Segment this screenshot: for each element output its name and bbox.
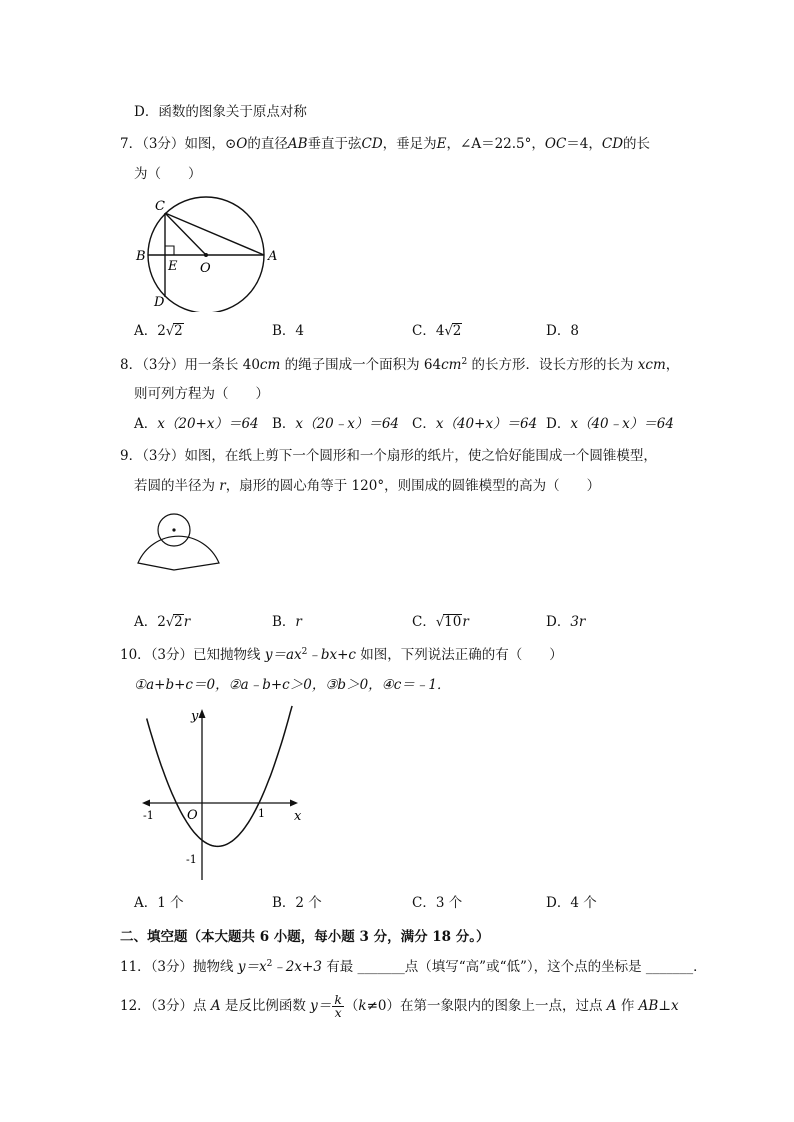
q12-text: 作 bbox=[616, 998, 639, 1014]
segment-co bbox=[165, 213, 206, 255]
q11-text: 点（填写“高”或“低”），这个点的坐标是 bbox=[404, 959, 646, 975]
sqrt-sign: √ bbox=[444, 324, 453, 339]
q8-unit: cm bbox=[259, 357, 281, 373]
sqrt-sign: √ bbox=[435, 615, 445, 630]
q11-eq: y＝x bbox=[237, 959, 267, 975]
q9-score: （3分） bbox=[142, 448, 185, 464]
q12-var: AB bbox=[638, 998, 659, 1014]
q7-text: 垂直于弦 bbox=[307, 136, 362, 152]
sqrt-sign: √ bbox=[165, 324, 175, 339]
tick-label-1-x: 1 bbox=[258, 807, 265, 820]
q12-var: x bbox=[671, 998, 679, 1014]
q10-option-b[interactable] bbox=[272, 893, 322, 913]
q11-text: 抛物线 bbox=[193, 959, 238, 975]
q7-var: OC bbox=[544, 136, 567, 152]
option-text: r bbox=[295, 614, 302, 630]
option-label: A． bbox=[134, 895, 158, 911]
q11-sup: 2 bbox=[266, 959, 273, 969]
q7-text: ＝4， bbox=[566, 136, 602, 152]
q7-stem-line2: 为（ ） bbox=[134, 166, 202, 182]
label-o: O bbox=[200, 261, 211, 276]
q8-option-d[interactable] bbox=[546, 414, 674, 434]
option-coef: 4 bbox=[435, 323, 445, 339]
option-var: r bbox=[183, 614, 191, 630]
option-label: C． bbox=[412, 895, 436, 911]
q9-option-c[interactable] bbox=[412, 612, 469, 633]
q8-unit: cm bbox=[441, 357, 462, 373]
option-label: B． bbox=[272, 323, 296, 339]
option-text: 2 个 bbox=[295, 895, 322, 911]
q7-text: ，垂足为 bbox=[382, 136, 437, 152]
q9-text: 若圆的半径为 bbox=[134, 478, 220, 494]
q12-number: 12． bbox=[120, 998, 151, 1014]
radicand: 2 bbox=[174, 323, 183, 339]
q10-statements: ①a+b+c＝0，②a﹣b+c＞0，③b＞0，④c＝﹣1． bbox=[134, 677, 451, 693]
q8-score: （3分） bbox=[142, 357, 185, 373]
q7-text: 的长 bbox=[623, 136, 651, 152]
fraction-denominator: x bbox=[334, 1005, 342, 1020]
q7-option-c[interactable] bbox=[412, 321, 462, 342]
q9-number: 9． bbox=[120, 448, 143, 464]
q8-stem-line2: 则可列方程为（ ） bbox=[134, 386, 269, 402]
q7-var: AB bbox=[287, 136, 308, 152]
q11-text: 有最 bbox=[321, 959, 358, 975]
y-axis-arrow bbox=[199, 709, 206, 718]
q8-number: 8． bbox=[120, 357, 143, 373]
option-label: B． bbox=[272, 614, 296, 630]
option-text: x（40+x）＝64 bbox=[435, 416, 538, 432]
x-axis-left-arrow bbox=[142, 800, 150, 807]
label-b: B bbox=[136, 249, 146, 264]
q9-option-b[interactable] bbox=[272, 612, 302, 632]
q10-stem-line1 bbox=[120, 645, 563, 665]
section-title-fill-in: 二、填空题（本大题共 6 小题，每小题 3 分，满分 18 分。） bbox=[120, 929, 490, 945]
q8-text: 的长方形．设长方形的长为 bbox=[467, 357, 638, 373]
q11-eq: ﹣2x+3 bbox=[272, 959, 322, 975]
q8-text: 的绳子围成一个面积为 64 bbox=[280, 357, 442, 373]
q9-stem-line1 bbox=[120, 446, 657, 466]
option-text: x（20+x）＝64 bbox=[157, 416, 259, 432]
answer-blank-2[interactable]: _______ bbox=[645, 959, 694, 975]
option-label: B． bbox=[272, 416, 296, 432]
q12-text: ≠0）在第一象限内的图象上一点，过点 bbox=[366, 998, 607, 1014]
q10-number: 10． bbox=[120, 647, 151, 663]
segment-ca bbox=[165, 213, 264, 255]
option-label: A． bbox=[134, 614, 158, 630]
option-text: 4 bbox=[295, 323, 305, 339]
answer-blank-1[interactable]: _______ bbox=[357, 959, 405, 975]
tick-label-neg1-y: -1 bbox=[186, 853, 197, 866]
q9-text: ，扇形的圆心角等于 120°，则围成的圆锥模型的高为（ ） bbox=[225, 478, 601, 494]
q6-option-d: D．函数的图象关于原点对称 bbox=[134, 104, 307, 120]
q12-text: 是反比例函数 bbox=[220, 998, 311, 1014]
option-label: D． bbox=[546, 895, 571, 911]
q11-text: ． bbox=[693, 959, 707, 975]
option-label: A． bbox=[134, 323, 158, 339]
q10-sup: 2 bbox=[301, 647, 308, 657]
sqrt-sign: √ bbox=[165, 615, 175, 630]
option-label: A． bbox=[134, 416, 158, 432]
q7-option-b[interactable] bbox=[272, 321, 304, 341]
label-c: C bbox=[155, 199, 165, 214]
q9-var: r bbox=[219, 478, 226, 494]
q7-option-a[interactable] bbox=[134, 321, 184, 342]
label-a: A bbox=[268, 249, 278, 264]
option-label: D． bbox=[546, 323, 571, 339]
q9-option-d[interactable] bbox=[546, 612, 585, 632]
q7-text: ，∠A＝22.5°， bbox=[446, 136, 545, 152]
q7-var: CD bbox=[361, 136, 383, 152]
q10-eq: y＝ax bbox=[264, 647, 302, 663]
option-label: B． bbox=[272, 895, 296, 911]
option-coef: 2 bbox=[157, 323, 166, 339]
q10-option-c[interactable] bbox=[412, 893, 462, 913]
option-label: C． bbox=[412, 323, 436, 339]
circle-symbol: ⊙ bbox=[224, 136, 237, 152]
q7-number: 7． bbox=[120, 136, 143, 152]
option-text: 1 个 bbox=[157, 895, 184, 911]
q9-option-a[interactable] bbox=[134, 612, 190, 633]
fraction-k-over-x bbox=[332, 994, 344, 1019]
base-circle-center bbox=[172, 528, 175, 531]
fraction-numerator: k bbox=[334, 992, 342, 1007]
q8-option-a[interactable] bbox=[134, 414, 259, 434]
option-coef: 2 bbox=[157, 614, 166, 630]
origin-label: O bbox=[187, 808, 198, 823]
q7-var: E bbox=[436, 136, 447, 152]
x-axis-arrow bbox=[290, 800, 298, 807]
label-d: D bbox=[154, 295, 165, 310]
q12-var: A bbox=[606, 998, 617, 1014]
q12-text: ⊥ bbox=[658, 998, 671, 1014]
option-var: r bbox=[462, 614, 469, 630]
q12-stem bbox=[120, 994, 679, 1019]
q9-cone-net-figure bbox=[134, 510, 234, 602]
radicand: 10 bbox=[444, 614, 462, 630]
q10-score: （3分） bbox=[150, 647, 194, 663]
q7-score: （3分） bbox=[142, 136, 185, 152]
y-axis-label: y bbox=[191, 709, 199, 724]
q7-var: O bbox=[236, 136, 248, 152]
option-text: x（20﹣x）＝64 bbox=[295, 416, 400, 432]
q8-option-b[interactable] bbox=[272, 414, 399, 434]
option-text: 4 个 bbox=[570, 895, 597, 911]
sector bbox=[138, 536, 219, 570]
q8-option-c[interactable] bbox=[412, 414, 537, 434]
tick-label-neg1-x: -1 bbox=[143, 809, 154, 822]
q11-score: （3分） bbox=[150, 959, 194, 975]
q7-option-d[interactable] bbox=[546, 321, 579, 341]
q12-var: A bbox=[210, 998, 221, 1014]
q10-text: 如图，下列说法正确的有（ ） bbox=[356, 647, 563, 663]
q10-text: 已知抛物线 bbox=[193, 647, 265, 663]
option-label: C． bbox=[412, 614, 436, 630]
option-label: D． bbox=[546, 416, 571, 432]
q7-circle-figure bbox=[134, 194, 294, 312]
q12-text: 点 bbox=[193, 998, 211, 1014]
radicand: 2 bbox=[452, 323, 462, 339]
q7-text: 如图， bbox=[184, 136, 225, 152]
q10-eq: ﹣bx+c bbox=[307, 647, 356, 663]
q9-text: 如图，在纸上剪下一个圆形和一个扇形的纸片，使之恰好能围成一个圆锥模型， bbox=[184, 448, 657, 464]
option-label: C． bbox=[412, 416, 436, 432]
option-text: 3 个 bbox=[435, 895, 463, 911]
option-text: x（40﹣x）＝64 bbox=[570, 416, 674, 432]
q7-text: 的直径 bbox=[247, 136, 288, 152]
q10-option-a[interactable] bbox=[134, 893, 184, 913]
x-axis-label: x bbox=[294, 809, 302, 824]
q8-text: ， bbox=[665, 357, 680, 373]
q12-var: y＝ bbox=[310, 998, 332, 1014]
q10-parabola-graph bbox=[134, 700, 314, 885]
q12-var: k bbox=[358, 998, 367, 1014]
q8-sup: 2 bbox=[461, 357, 468, 367]
option-label: D． bbox=[546, 614, 571, 630]
q8-text: 用一条长 40 bbox=[184, 357, 260, 373]
q8-stem-line1 bbox=[120, 355, 679, 375]
q11-stem bbox=[120, 957, 707, 977]
center-point bbox=[204, 253, 208, 257]
option-text: 3r bbox=[570, 614, 586, 630]
option-text: 8 bbox=[570, 323, 579, 339]
q9-stem-line2 bbox=[134, 476, 600, 496]
q7-stem-line1 bbox=[120, 134, 650, 154]
q12-score: （3分） bbox=[150, 998, 194, 1014]
q8-var: xcm bbox=[637, 357, 666, 373]
q11-number: 11． bbox=[120, 959, 151, 975]
label-e: E bbox=[168, 259, 178, 274]
q10-option-d[interactable] bbox=[546, 893, 597, 913]
q12-text: （ bbox=[344, 998, 359, 1014]
radicand: 2 bbox=[174, 614, 183, 630]
parabola-curve bbox=[147, 706, 292, 847]
q7-var: CD bbox=[601, 136, 624, 152]
right-angle-mark bbox=[165, 246, 174, 255]
